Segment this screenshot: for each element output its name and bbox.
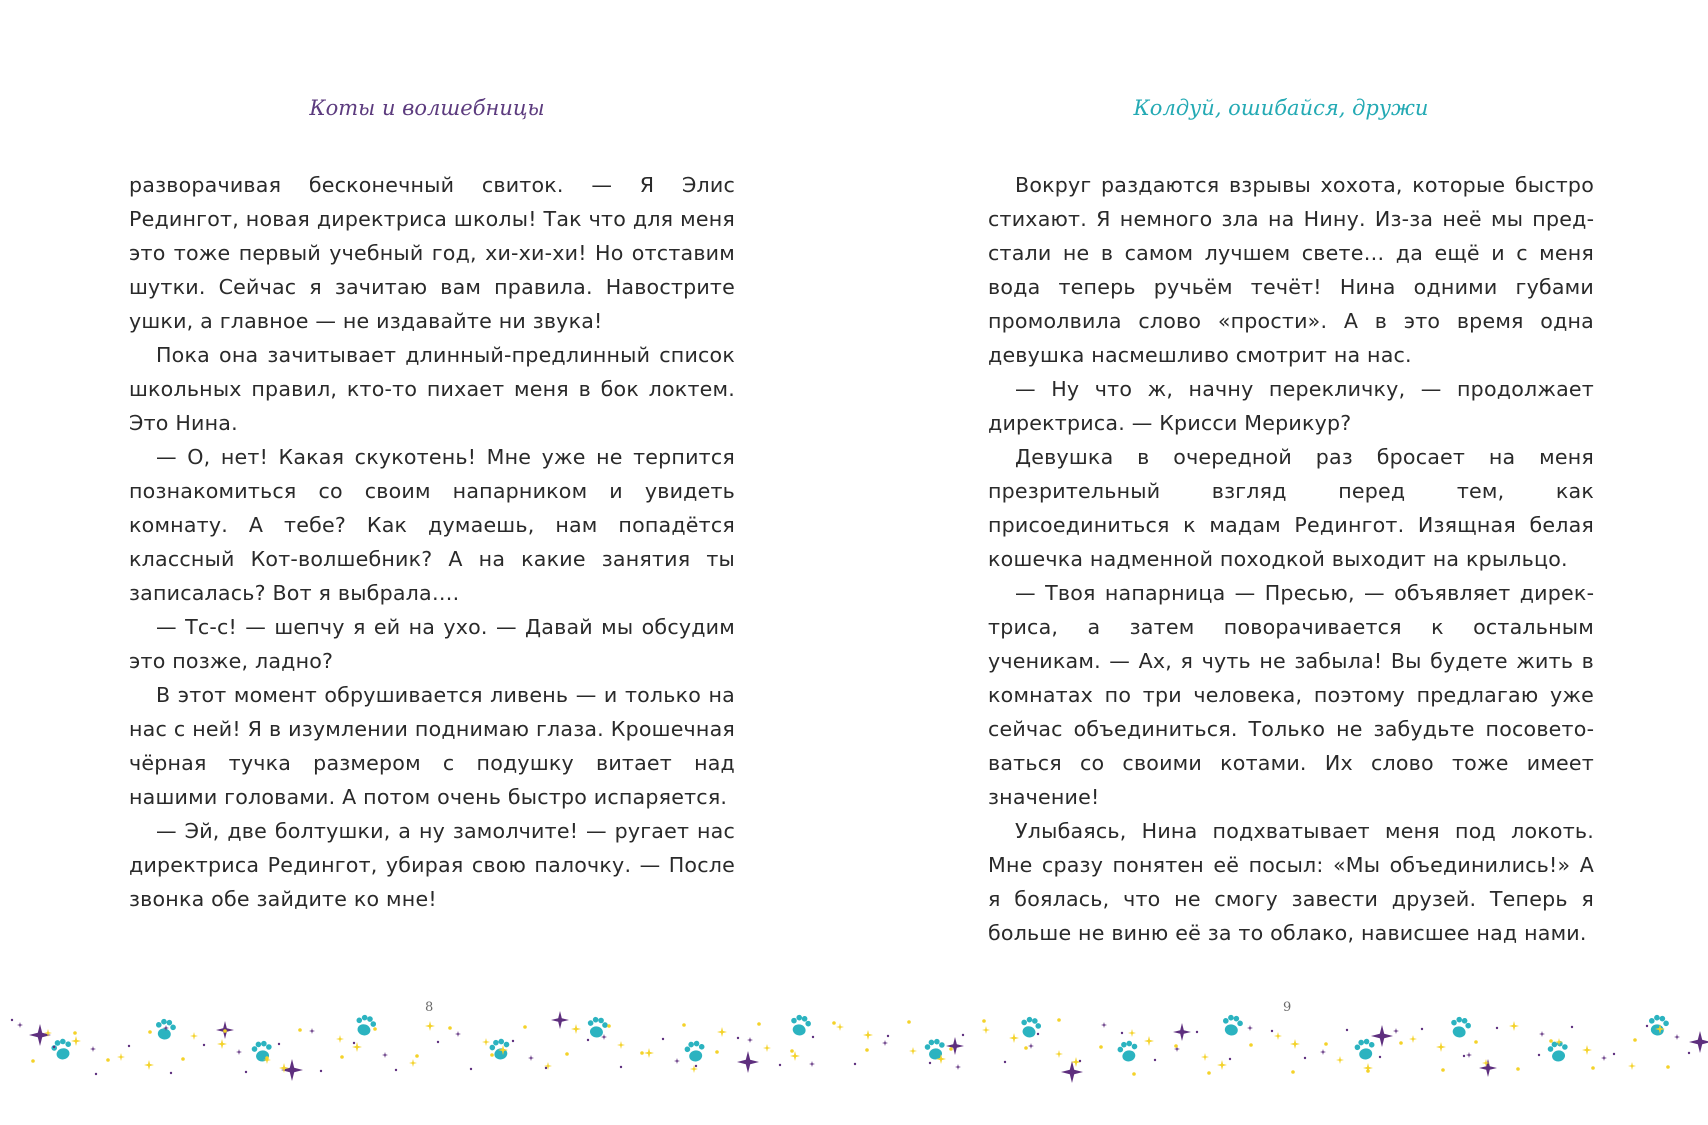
dot-icon: [1174, 1044, 1178, 1048]
sparkle-star-icon: [946, 1037, 964, 1055]
dot-icon: [203, 1044, 205, 1046]
dot-icon: [737, 1037, 739, 1039]
small-star-icon: [1628, 1062, 1636, 1070]
dot-icon: [1613, 1053, 1615, 1055]
dot-icon: [1474, 1040, 1478, 1044]
sparkle-star-icon: [1061, 1061, 1083, 1083]
small-star-icon: [1290, 1039, 1300, 1049]
small-star-icon: [882, 1040, 888, 1046]
small-star-icon: [1101, 1022, 1107, 1028]
small-star-icon: [528, 1055, 534, 1061]
small-star-icon: [1247, 1025, 1253, 1031]
left-body-text: [129, 168, 735, 916]
dot-icon: [887, 1035, 889, 1037]
small-star-icon: [336, 1035, 344, 1043]
paw-print-icon: [586, 1016, 609, 1039]
paw-print-icon: [1448, 1015, 1472, 1039]
small-star-icon: [763, 1044, 771, 1052]
small-star-icon: [1539, 1031, 1545, 1037]
small-star-icon: [1409, 1035, 1417, 1043]
dot-icon: [1441, 1068, 1445, 1072]
left-running-head: Коты и волшебницы: [309, 96, 545, 120]
right-paragraph-2: — Ну что ж, начну перекличку, — продолжает директриса. — Крисси Мерикур?: [988, 377, 1594, 435]
dot-icon: [31, 1059, 35, 1063]
dot-icon: [1463, 1055, 1465, 1057]
small-star-icon: [1601, 1055, 1607, 1061]
small-star-icon: [71, 1036, 81, 1046]
dot-icon: [278, 1043, 280, 1045]
dot-icon: [73, 1031, 77, 1035]
dot-icon: [1571, 1026, 1573, 1028]
dot-icon: [523, 1025, 527, 1029]
paw-print-icon: [788, 1013, 812, 1037]
dot-icon: [265, 1056, 269, 1060]
small-star-icon: [1009, 1033, 1019, 1043]
small-star-icon: [982, 1026, 990, 1034]
decorative-paw-star-border: [0, 990, 1708, 1095]
dot-icon: [1366, 1069, 1370, 1073]
right-paragraph-5: Улыбаясь, Нина подхватывает меня под локоть. Мне сразу понятен её посыл: «Мы объединились!» А я боялась, что не смогу завести друзей. Теперь я больше не виню её за то облако, нависшее над нами.: [988, 819, 1594, 945]
dot-icon: [812, 1036, 814, 1038]
small-star-icon: [1336, 1056, 1344, 1064]
dot-icon: [1291, 1070, 1295, 1074]
dot-icon: [1207, 1071, 1211, 1075]
dot-icon: [695, 1065, 697, 1067]
small-star-icon: [644, 1048, 654, 1058]
right-page-number: 9: [1283, 1000, 1292, 1015]
left-paragraph-4: — Тс-с! — шепчу я ей на ухо. — Давай мы обсудим это позже, ладно?: [129, 615, 735, 673]
dot-icon: [1132, 1072, 1136, 1076]
paw-print-icon: [1547, 1040, 1570, 1063]
dot-icon: [1271, 1030, 1273, 1032]
small-star-icon: [1028, 1043, 1034, 1049]
paw-print-icon: [1221, 1014, 1244, 1037]
paw-print-icon: [1116, 1039, 1140, 1063]
dot-icon: [128, 1045, 130, 1047]
dot-icon: [854, 1063, 856, 1065]
dot-icon: [1496, 1027, 1498, 1029]
small-star-icon: [1128, 1029, 1136, 1037]
dot-icon: [715, 1050, 719, 1054]
dot-icon: [1304, 1057, 1306, 1059]
dot-icon: [1324, 1042, 1328, 1046]
dot-icon: [1379, 1056, 1381, 1058]
paw-print-icon: [1647, 1014, 1670, 1037]
dot-icon: [1666, 1065, 1670, 1069]
dot-icon: [1688, 1052, 1690, 1054]
small-star-icon: [409, 1059, 417, 1067]
paw-print-icon: [50, 1037, 75, 1062]
dot-icon: [1229, 1058, 1231, 1060]
dot-icon: [1154, 1059, 1156, 1061]
left-paragraph-3: — О, нет! Какая скукотень! Мне уже не терпится познакомиться со своим напарником и увидеть комнату. А тебе? Как думаешь, нам попадётся классный Кот-волшебник? А на какие занятия ты записалась? Вот я выбрала….: [129, 445, 735, 605]
dot-icon: [170, 1072, 172, 1074]
small-star-icon: [571, 1024, 581, 1034]
dot-icon: [353, 1042, 355, 1044]
sparkle-star-icon: [551, 1011, 569, 1029]
small-star-icon: [425, 1021, 435, 1031]
paw-print-icon: [353, 1013, 378, 1038]
small-star-icon: [1674, 1034, 1680, 1040]
dot-icon: [907, 1020, 911, 1024]
dot-icon: [790, 1049, 794, 1053]
small-star-icon: [236, 1049, 242, 1055]
sparkle-star-icon: [737, 1051, 759, 1073]
small-star-icon: [1320, 1049, 1326, 1055]
small-star-icon: [1466, 1052, 1472, 1058]
dot-icon: [565, 1052, 569, 1056]
small-star-icon: [17, 1022, 23, 1028]
dot-icon: [779, 1064, 781, 1066]
small-star-icon: [90, 1046, 96, 1052]
small-star-icon: [1509, 1021, 1519, 1031]
dot-icon: [415, 1054, 419, 1058]
small-star-icon: [382, 1052, 388, 1058]
paw-print-icon: [1353, 1038, 1376, 1061]
dot-icon: [949, 1047, 953, 1051]
small-star-icon: [1144, 1036, 1154, 1046]
dot-icon: [1633, 1038, 1637, 1042]
right-page: [854, 0, 1708, 1125]
left-paragraph-2: Пока она зачитывает длинный-предлинный список школьных правил, кто-то пихает меня в бок локтем. Это Нина.: [129, 343, 735, 435]
left-paragraph-1: разворачивая бесконечный свиток. — Я Элис Редингот, новая директриса школы! Так что для меня это тоже первый учебный год, хи-хи-хи! Но отставим шутки. Сейчас я зачитаю вам правила. Навострите ушки, а главное — не издавайте ни звука!: [129, 173, 735, 333]
dot-icon: [620, 1066, 622, 1068]
dot-icon: [545, 1067, 547, 1069]
dot-icon: [1591, 1066, 1595, 1070]
dot-icon: [662, 1038, 664, 1040]
dot-icon: [757, 1022, 761, 1026]
dot-icon: [373, 1027, 377, 1031]
dot-icon: [437, 1041, 439, 1043]
dot-icon: [1399, 1041, 1403, 1045]
dot-icon: [512, 1040, 514, 1042]
small-star-icon: [1436, 1042, 1446, 1052]
left-page-number: 8: [425, 1000, 434, 1015]
right-body-text: [988, 168, 1594, 950]
small-star-icon: [836, 1023, 844, 1031]
dot-icon: [1549, 1039, 1553, 1043]
dot-icon: [1249, 1043, 1253, 1047]
border-pattern: [11, 1011, 1708, 1083]
paw-print-icon: [488, 1037, 512, 1061]
paw-print-icon: [1018, 1015, 1042, 1040]
small-star-icon: [309, 1028, 315, 1034]
paw-print-icon: [251, 1040, 274, 1063]
sparkle-star-icon: [1371, 1025, 1393, 1047]
dot-icon: [1516, 1067, 1520, 1071]
dot-icon: [1421, 1028, 1423, 1030]
dot-icon: [832, 1021, 836, 1025]
small-star-icon: [1055, 1050, 1063, 1058]
dot-icon: [395, 1069, 397, 1071]
paw-print-icon: [683, 1040, 706, 1063]
right-running-head: Колдуй, ошибайся, дружи: [1133, 96, 1429, 120]
dot-icon: [11, 1019, 13, 1021]
dot-icon: [223, 1029, 227, 1033]
dot-icon: [298, 1028, 302, 1032]
paw-print-icon: [924, 1038, 947, 1061]
left-paragraph-6: — Эй, две болтушки, а ну замолчите! — ругает нас директриса Редингот, убирая свою палочку. — После звонка обе зайдите ко мне!: [129, 819, 735, 911]
dot-icon: [1057, 1018, 1061, 1022]
small-star-icon: [1393, 1028, 1399, 1034]
dot-icon: [640, 1051, 644, 1055]
dot-icon: [95, 1073, 97, 1075]
small-star-icon: [455, 1031, 461, 1037]
small-star-icon: [1217, 1060, 1227, 1070]
small-star-icon: [482, 1038, 490, 1046]
dot-icon: [962, 1034, 964, 1036]
dot-icon: [320, 1070, 322, 1072]
dot-icon: [1099, 1045, 1103, 1049]
small-star-icon: [717, 1027, 727, 1037]
small-star-icon: [955, 1064, 961, 1070]
small-star-icon: [617, 1041, 625, 1049]
dot-icon: [340, 1055, 344, 1059]
dot-icon: [682, 1023, 686, 1027]
small-star-icon: [674, 1058, 680, 1064]
left-paragraph-5: В этот момент обрушивается ливень — и только на нас с ней! Я в изумлении поднимаю глаза. Крошечная чёрная тучка размером с подушку витает над нашими головами. А потом очень быстро испаряется.: [129, 683, 735, 809]
small-star-icon: [809, 1061, 815, 1067]
dot-icon: [1196, 1031, 1198, 1033]
small-star-icon: [190, 1032, 198, 1040]
right-paragraph-4: — Твоя напарница — Пресью, — объявляет директриса, а затем поворачивается к остальным ученикам. — Ах, я чуть не забыла! Вы будете жить в комнатах по три человека, поэтому предлагаю уже сейчас объединиться. Только не забудьте посоветоваться со своими котами. Их слово тоже имеет значение!: [988, 581, 1594, 809]
dot-icon: [1004, 1061, 1006, 1063]
dot-icon: [490, 1053, 494, 1057]
dot-icon: [929, 1062, 931, 1064]
sparkle-star-icon: [1173, 1023, 1191, 1041]
sparkle-star-icon: [1479, 1059, 1497, 1077]
small-star-icon: [1582, 1045, 1592, 1055]
dot-icon: [607, 1024, 611, 1028]
right-paragraph-3: Девушка в очередной раз бросает на меня презрительный взгляд перед тем, как присоединиться к мадам Редингот. Изящная белая кошечка надменной походкой выходит на крыльцо.: [988, 445, 1594, 571]
dot-icon: [448, 1026, 452, 1030]
small-star-icon: [1274, 1032, 1282, 1040]
dot-icon: [1346, 1029, 1348, 1031]
dot-icon: [148, 1030, 152, 1034]
dot-icon: [1024, 1046, 1028, 1050]
sparkle-star-icon: [1689, 1031, 1708, 1053]
dot-icon: [1037, 1033, 1039, 1035]
dot-icon: [1646, 1025, 1648, 1027]
small-star-icon: [144, 1060, 154, 1070]
dot-icon: [245, 1071, 247, 1073]
small-star-icon: [909, 1047, 917, 1055]
dot-icon: [181, 1057, 185, 1061]
small-star-icon: [217, 1039, 227, 1049]
small-star-icon: [747, 1037, 753, 1043]
dot-icon: [106, 1058, 110, 1062]
small-star-icon: [117, 1053, 125, 1061]
paw-print-icon: [154, 1018, 177, 1041]
dot-icon: [1538, 1054, 1540, 1056]
small-star-icon: [1201, 1053, 1209, 1061]
dot-icon: [1079, 1060, 1081, 1062]
dot-icon: [865, 1048, 869, 1052]
right-paragraph-1: Вокруг раздаются взрывы хохота, которые быстро стихают. Я немного зла на Нину. Из-за неё мы предстали не в самом лучшем свете… да ещё и с меня вода теперь ручьём течёт! Нина одними губами промолвила слово «прости». А в это время одна девушка насмешливо смотрит на нас.: [988, 173, 1594, 367]
dot-icon: [1121, 1032, 1123, 1034]
dot-icon: [470, 1068, 472, 1070]
dot-icon: [982, 1019, 986, 1023]
dot-icon: [587, 1039, 589, 1041]
dot-icon: [53, 1046, 55, 1048]
small-star-icon: [863, 1030, 873, 1040]
